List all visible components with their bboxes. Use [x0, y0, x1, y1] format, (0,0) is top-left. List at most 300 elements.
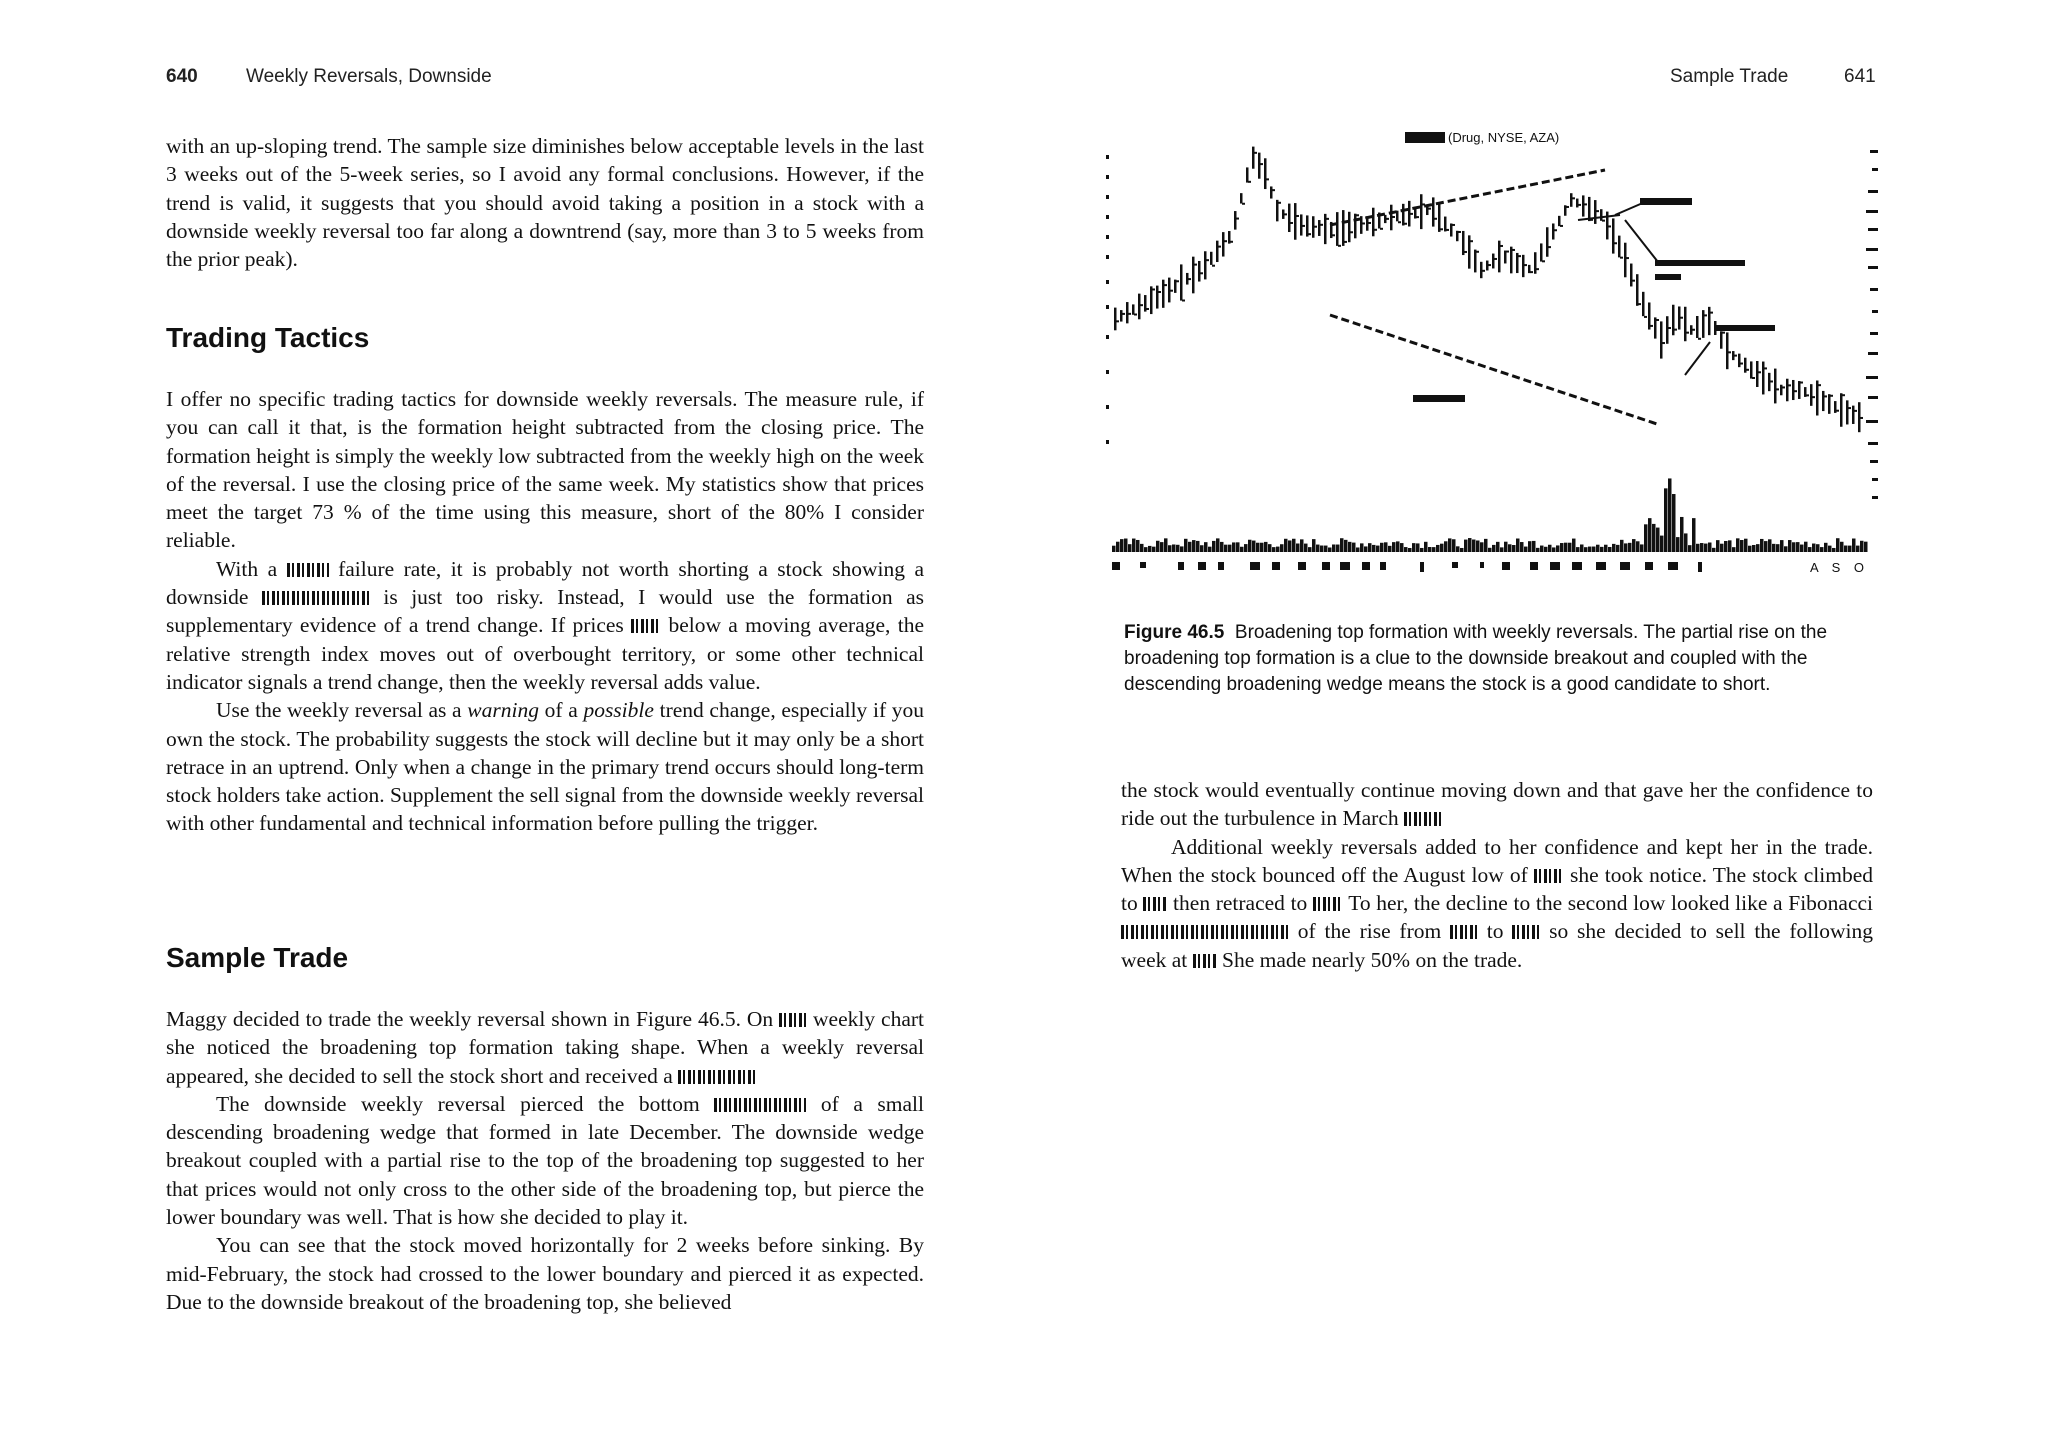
illegible-text: [1404, 812, 1444, 826]
volume-bar: [1368, 543, 1372, 552]
price-bar-close-tick: [1764, 367, 1767, 369]
volume-bar: [1196, 541, 1200, 552]
volume-bar: [1144, 547, 1148, 552]
price-bar-close-tick: [1824, 395, 1827, 397]
volume-bar: [1796, 542, 1800, 552]
volume-bar: [1284, 539, 1288, 552]
price-bar-close-tick: [1392, 216, 1395, 218]
price-bar-close-tick: [1500, 245, 1503, 247]
volume-bar: [1160, 542, 1164, 552]
price-bar-close-tick: [1278, 202, 1281, 204]
illegible-text: [678, 1070, 758, 1084]
price-bar: [1294, 203, 1297, 240]
volume-bar: [1336, 545, 1340, 552]
price-bar-close-tick: [1782, 386, 1785, 388]
volume-bar: [1520, 542, 1524, 552]
volume-bar: [1692, 518, 1696, 552]
volume-bar: [1720, 544, 1724, 552]
volume-bar: [1220, 542, 1224, 552]
volume-bar: [1680, 517, 1684, 552]
trading-tactics-heading: Trading Tactics: [166, 322, 370, 353]
volume-bar: [1780, 540, 1784, 552]
price-bar: [1264, 158, 1267, 189]
volume-bar: [1564, 543, 1568, 552]
volume-bar: [1628, 543, 1632, 552]
price-bar: [1540, 243, 1543, 261]
price-bar: [1570, 193, 1573, 207]
price-bar: [1828, 394, 1831, 414]
volume-bar: [1524, 547, 1528, 552]
volume-bar: [1212, 541, 1216, 552]
volume-bar: [1164, 538, 1168, 552]
volume-bar: [1292, 539, 1296, 552]
price-bar: [1840, 393, 1843, 427]
illegible-text: [1450, 925, 1478, 939]
price-bar-close-tick: [1416, 216, 1419, 218]
price-bar-close-tick: [1848, 407, 1851, 409]
volume-bar: [1136, 540, 1140, 552]
price-bar-close-tick: [1608, 225, 1611, 227]
price-bar-close-tick: [1614, 242, 1617, 244]
volume-bar: [1504, 542, 1508, 552]
price-bar-close-tick: [1572, 197, 1575, 199]
volume-bar: [1268, 544, 1272, 552]
volume-bar: [1452, 539, 1456, 552]
volume-bar: [1588, 547, 1592, 552]
caption-text: Broadening top formation with weekly reversals. The partial rise on the broadening top formation is a clue to the downside breakout and coupled with the descending broadening wedge means the stock is a good candidate to short.: [1124, 622, 1828, 695]
price-bar: [1774, 369, 1777, 404]
volume-bar: [1664, 488, 1668, 552]
price-bar: [1552, 223, 1555, 239]
price-bar: [1582, 195, 1585, 216]
price-bar: [1132, 304, 1135, 314]
price-bar: [1792, 380, 1795, 400]
volume-bar: [1716, 540, 1720, 552]
price-bar: [1618, 236, 1621, 258]
price-bar: [1348, 212, 1351, 242]
volume-bar: [1512, 545, 1516, 552]
volume-bar: [1584, 547, 1588, 552]
volume-bar: [1120, 539, 1124, 552]
price-bar-close-tick: [1452, 224, 1455, 226]
ticker-logo: [1405, 132, 1445, 143]
price-bar-close-tick: [1218, 246, 1221, 248]
price-bar-close-tick: [1380, 228, 1383, 230]
volume-bar: [1348, 542, 1352, 552]
price-bar-close-tick: [1356, 214, 1359, 216]
volume-bar: [1656, 528, 1660, 552]
price-bar: [1696, 316, 1699, 338]
volume-bar: [1712, 548, 1716, 552]
volume-bar: [1700, 543, 1704, 552]
volume-bar: [1688, 545, 1692, 552]
price-bar-close-tick: [1548, 246, 1551, 248]
price-bar-close-tick: [1644, 316, 1647, 318]
price-bar-close-tick: [1272, 189, 1275, 191]
volume-bar: [1704, 544, 1708, 552]
volume-bar: [1168, 545, 1172, 552]
volume-bar: [1468, 538, 1472, 552]
chart-title: (Drug, NYSE, AZA): [1448, 130, 1560, 145]
price-bar-close-tick: [1842, 394, 1845, 396]
price-bar-close-tick: [1230, 241, 1233, 243]
price-bar-close-tick: [1758, 371, 1761, 373]
illegible-text: [714, 1098, 806, 1112]
price-bar-close-tick: [1236, 218, 1239, 220]
price-bar: [1354, 214, 1357, 239]
price-bar: [1438, 204, 1441, 232]
volume-bar: [1324, 546, 1328, 552]
volume-bar: [1760, 539, 1764, 552]
page-number: 640: [166, 66, 198, 87]
price-bar: [1534, 252, 1537, 274]
price-bar-close-tick: [1818, 384, 1821, 386]
price-bar-close-tick: [1536, 268, 1539, 270]
volume-bar: [1272, 547, 1276, 552]
price-bar: [1810, 384, 1813, 406]
volume-bar: [1300, 539, 1304, 552]
volume-bar: [1600, 547, 1604, 552]
price-bar: [1258, 153, 1261, 179]
price-bar: [1600, 209, 1603, 221]
page-number: 641: [1844, 66, 1876, 87]
volume-bar: [1420, 548, 1424, 552]
price-bar-close-tick: [1476, 251, 1479, 253]
illegible-text: [1121, 925, 1289, 939]
volume-bar: [1224, 545, 1228, 552]
price-bar-close-tick: [1188, 278, 1191, 280]
price-bar: [1216, 241, 1219, 262]
volume-bar: [1328, 547, 1332, 552]
price-bar-close-tick: [1800, 382, 1803, 384]
price-bar-close-tick: [1296, 215, 1299, 217]
volume-bar: [1604, 545, 1608, 552]
price-bar-close-tick: [1134, 314, 1137, 316]
volume-bar: [1352, 543, 1356, 552]
volume-bar: [1528, 541, 1532, 552]
price-bar-close-tick: [1566, 206, 1569, 208]
volume-bar: [1156, 541, 1160, 552]
volume-bar: [1184, 539, 1188, 552]
volume-bar: [1360, 543, 1364, 552]
price-bar: [1270, 186, 1273, 198]
price-bar: [1588, 197, 1591, 221]
volume-bar: [1648, 518, 1652, 552]
volume-bar: [1428, 547, 1432, 552]
volume-bar: [1492, 545, 1496, 552]
price-bar-close-tick: [1404, 223, 1407, 225]
sample-trade-body: Maggy decided to trade the weekly reversal shown in Figure 46.5. On weekly chart she noticed the broadening top formation taking shape. When a weekly reversal appeared, she decided to sell the stock short and received a The downside weekly reversal pierced the bottom of a small descending broadening wedge that formed in late December. The downside wedge breakout coupled with a partial rise to the top of the broadening top suggested to her that prices would not only cross to the other side of the broadening top, but pierce the lower boundary was well. That is how she decided to play it. You can see that the stock moved horizontally for 2 weeks before sinking. By mid-February, the stock had crossed to the lower boundary and pierced it as expected. Due to the downside breakout of the broadening top, she believed: [166, 1007, 925, 1314]
volume-bar: [1456, 546, 1460, 552]
left-scale-dots: [1106, 155, 1109, 444]
volume-bar: [1304, 544, 1308, 552]
price-bar: [1162, 280, 1165, 308]
volume-bar: [1192, 540, 1196, 552]
price-bar-close-tick: [1368, 222, 1371, 224]
volume-bar: [1472, 540, 1476, 552]
volume-bar: [1276, 547, 1280, 552]
price-bar-close-tick: [1248, 181, 1251, 183]
volume-bar: [1764, 541, 1768, 552]
volume-bar: [1180, 546, 1184, 552]
volume-bar: [1448, 538, 1452, 552]
price-bar-close-tick: [1560, 225, 1563, 227]
volume-bar: [1376, 546, 1380, 552]
volume-bar: [1188, 542, 1192, 552]
price-bar-close-tick: [1554, 229, 1557, 231]
volume-bar: [1380, 543, 1384, 552]
volume-bar: [1792, 542, 1796, 552]
volume-bar: [1500, 547, 1504, 552]
price-bar-close-tick: [1722, 332, 1725, 334]
volume-bar: [1672, 494, 1676, 552]
volume-bar: [1592, 547, 1596, 552]
volume-bar: [1200, 545, 1204, 552]
volume-bar: [1236, 542, 1240, 552]
price-bar-close-tick: [1170, 290, 1173, 292]
volume-bar: [1532, 541, 1536, 552]
volume-bar: [1488, 548, 1492, 552]
volume-bar: [1836, 538, 1840, 552]
volume-bar: [1516, 539, 1520, 552]
volume-bar: [1548, 545, 1552, 552]
price-bar: [1750, 361, 1753, 378]
price-bar-close-tick: [1308, 233, 1311, 235]
volume-bar: [1768, 539, 1772, 552]
price-bar-close-tick: [1182, 299, 1185, 301]
right-scale-marks: [1866, 150, 1878, 499]
volume-bar: [1404, 547, 1408, 552]
price-bar-close-tick: [1284, 213, 1287, 215]
price-bar-close-tick: [1812, 396, 1815, 398]
volume-bar: [1508, 544, 1512, 552]
volume-bar: [1732, 547, 1736, 552]
volume-bar: [1552, 547, 1556, 552]
price-bar: [1762, 362, 1765, 395]
price-bar: [1420, 194, 1423, 229]
price-bar: [1702, 310, 1705, 338]
running-title: Weekly Reversals, Downside: [246, 66, 492, 87]
volume-bar: [1132, 539, 1136, 552]
price-bar: [1204, 251, 1207, 279]
volume-bar: [1808, 547, 1812, 552]
price-bar-close-tick: [1776, 388, 1779, 390]
price-bar-close-tick: [1338, 245, 1341, 247]
volume-bar: [1696, 544, 1700, 552]
volume-bar: [1744, 539, 1748, 552]
illegible-text: [1534, 869, 1564, 883]
volume-bar: [1364, 546, 1368, 552]
price-bar: [1474, 250, 1477, 273]
volume-bar: [1724, 541, 1728, 552]
price-bar-close-tick: [1740, 363, 1743, 365]
volume-bar: [1152, 547, 1156, 552]
volume-bar: [1124, 539, 1128, 552]
price-bar-close-tick: [1152, 288, 1155, 290]
price-bar: [1246, 167, 1249, 182]
price-bar-close-tick: [1344, 241, 1347, 243]
price-bar-close-tick: [1158, 291, 1161, 293]
price-bar-close-tick: [1830, 395, 1833, 397]
price-bar: [1492, 254, 1495, 269]
volume-bar: [1288, 540, 1292, 552]
volume-bar: [1608, 547, 1612, 552]
volume-bar: [1432, 547, 1436, 552]
volume-bar: [1392, 542, 1396, 552]
volume-bar: [1544, 547, 1548, 552]
volume-bar: [1852, 539, 1856, 552]
price-bar: [1780, 385, 1783, 396]
volume-bar: [1772, 544, 1776, 552]
price-bar: [1288, 204, 1291, 232]
price-bar: [1126, 302, 1129, 323]
price-bar-close-tick: [1602, 220, 1605, 222]
price-bar: [1240, 193, 1243, 203]
price-bar-close-tick: [1194, 264, 1197, 266]
volume-bar: [1580, 544, 1584, 552]
volume-bar: [1436, 545, 1440, 552]
price-bar: [1192, 257, 1195, 294]
volume-bar: [1616, 545, 1620, 552]
volume-bar: [1572, 539, 1576, 552]
volume-bar: [1388, 546, 1392, 552]
price-bar-close-tick: [1164, 284, 1167, 286]
price-bars: [1114, 147, 1863, 433]
volume-bar: [1620, 540, 1624, 552]
volume-bar: [1784, 546, 1788, 552]
price-bar-close-tick: [1440, 228, 1443, 230]
volume-bar: [1264, 542, 1268, 552]
price-bar-close-tick: [1692, 329, 1695, 331]
price-bar-close-tick: [1746, 369, 1749, 371]
volume-bar: [1756, 544, 1760, 552]
price-bar: [1672, 305, 1675, 336]
volume-bar: [1824, 543, 1828, 552]
price-bar: [1624, 243, 1627, 278]
price-bar-close-tick: [1854, 410, 1857, 412]
price-bar-close-tick: [1704, 314, 1707, 316]
price-bar-close-tick: [1698, 338, 1701, 340]
volume-bar: [1576, 547, 1580, 552]
volume-bar: [1800, 545, 1804, 552]
volume-bar: [1308, 547, 1312, 552]
volume-bar: [1172, 544, 1176, 552]
price-bar: [1234, 211, 1237, 230]
illegible-text: [1193, 954, 1217, 968]
volume-bar: [1684, 533, 1688, 552]
volume-bar: [1844, 546, 1848, 552]
price-bar-close-tick: [1362, 222, 1365, 224]
volume-bar: [1316, 545, 1320, 552]
price-bar-close-tick: [1434, 218, 1437, 220]
price-bar-close-tick: [1128, 313, 1131, 315]
price-bar: [1150, 286, 1153, 314]
volume-bar: [1440, 544, 1444, 552]
volume-bar: [1740, 540, 1744, 552]
price-bar-close-tick: [1668, 327, 1671, 329]
price-bar: [1138, 294, 1141, 320]
price-bar-close-tick: [1788, 384, 1791, 386]
volume-bar: [1244, 544, 1248, 552]
volume-bar: [1320, 546, 1324, 552]
price-bar-close-tick: [1632, 280, 1635, 282]
price-bar-close-tick: [1386, 218, 1389, 220]
price-bar-close-tick: [1428, 208, 1431, 210]
price-bar: [1822, 391, 1825, 411]
price-bar: [1798, 381, 1801, 399]
volume-bar: [1644, 524, 1648, 552]
price-bar: [1114, 308, 1117, 331]
price-bar-close-tick: [1200, 272, 1203, 274]
volume-bar: [1668, 478, 1672, 552]
price-bar-close-tick: [1464, 251, 1467, 253]
price-bar-close-tick: [1584, 203, 1587, 205]
volume-bar: [1252, 541, 1256, 552]
volume-bar: [1112, 546, 1116, 552]
price-bar-close-tick: [1314, 226, 1317, 228]
price-bar: [1372, 208, 1375, 237]
right-page-body: the stock would eventually continue moving down and that gave her the confidence to ride out the turbulence in March Additional weekly reversals added to her confidence and kept her in the trade. When the stock bounced off the August low of she took notice. The stock climbed to then retraced to To her, the decline to the second low looked like a Fibonacci of the rise from to so she decided to sell the following week at She made nearly 50% on the trade.: [1121, 778, 1874, 972]
volume-bar: [1832, 548, 1836, 552]
price-bar: [1318, 220, 1321, 236]
price-bar-close-tick: [1512, 249, 1515, 251]
price-bar: [1852, 406, 1855, 424]
price-bar-close-tick: [1674, 329, 1677, 331]
sample-trade-heading: Sample Trade: [166, 942, 349, 973]
price-bar: [1156, 286, 1159, 309]
volume-bar: [1128, 544, 1132, 552]
running-title: Sample Trade: [1670, 66, 1789, 87]
volume-bar: [1204, 542, 1208, 552]
price-bar-close-tick: [1752, 377, 1755, 379]
price-bar: [1342, 210, 1345, 246]
price-bar: [1636, 274, 1639, 306]
price-bar: [1576, 199, 1579, 208]
volume-bar: [1248, 540, 1252, 552]
volume-bar: [1596, 545, 1600, 552]
price-bar-close-tick: [1212, 265, 1215, 267]
price-bar-close-tick: [1350, 231, 1353, 233]
volume-bar: [1636, 541, 1640, 552]
volume-bar: [1208, 547, 1212, 552]
illegible-text: [1313, 897, 1343, 911]
volume-bar: [1296, 544, 1300, 552]
volume-bar: [1408, 548, 1412, 552]
price-bar-close-tick: [1242, 203, 1245, 205]
volume-bar: [1556, 545, 1560, 552]
illegible-text: [1143, 897, 1167, 911]
price-bar-close-tick: [1332, 234, 1335, 236]
volume-bar: [1384, 542, 1388, 552]
volume-bar: [1372, 545, 1376, 552]
price-bar-close-tick: [1728, 351, 1731, 353]
price-bar-close-tick: [1488, 264, 1491, 266]
price-bar-close-tick: [1770, 380, 1773, 382]
price-bar-close-tick: [1122, 313, 1125, 315]
caption-label: Figure 46.5: [1124, 622, 1225, 643]
volume-bar: [1140, 544, 1144, 552]
volume-bar: [1260, 543, 1264, 552]
price-bar-close-tick: [1176, 280, 1179, 282]
volume-bar: [1856, 546, 1860, 552]
volume-bars: [1112, 478, 1868, 552]
broadening-top-upper-line: [1330, 170, 1605, 225]
price-bar: [1432, 197, 1435, 226]
trading-tactics-body: I offer no specific trading tactics for downside weekly reversals. The measure rule, if you can call it that, is the formation height subtracted from the closing price. The formation height is simply the weekly low subtracted from the weekly high on the week of the reversal. I use the closing price of the same week. My statistics show that prices meet the target 73 % of the time using this measure, short of the 80% I consider reliable. With a failure rate, it is probably not worth shorting a stock showing a downside is just too risky. Instead, I would use the formation as supplementary evidence of a trend change. If prices below a moving average, the relative strength index moves out of overbought territory, or some other technical indicator signals a trend change, then the weekly reversal adds value. Use the weekly reversal as a warning of a possible trend change, especially if you own the stock. The probability suggests the stock will decline but it may only be a short retrace in an uptrend. Only when a change in the primary trend occurs should long-term stock holders take action. Supplement the sell signal from the downside weekly reversal with other fundamental and technical information before pulling the trigger.: [166, 387, 925, 836]
figure-caption: [1124, 620, 1884, 698]
price-bar-close-tick: [1266, 178, 1269, 180]
price-bar-close-tick: [1374, 229, 1377, 231]
